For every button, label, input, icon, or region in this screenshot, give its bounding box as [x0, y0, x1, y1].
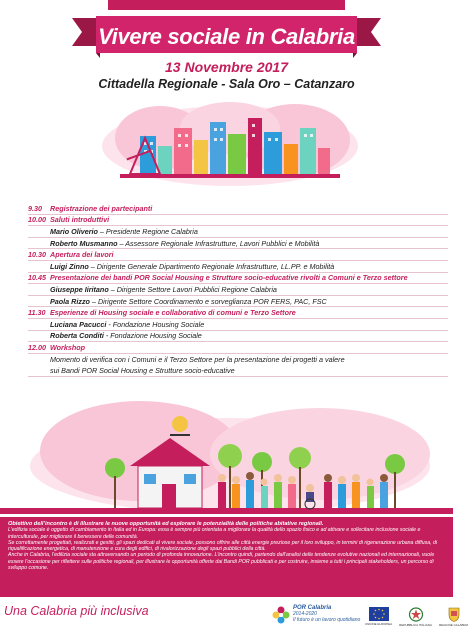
eu-caption: UNIONE EUROPEA — [365, 622, 393, 626]
program-row — [28, 284, 448, 296]
por-motto: Il futuro è un lavoro quotidiano — [293, 616, 361, 623]
regione-logo — [439, 607, 468, 627]
program-heading: Presentazione dei bandi POR Social Housing e Strutture socio-educative rivolti a Comuni e Terzo settore — [50, 273, 408, 283]
community-illustration — [0, 396, 453, 514]
program-description: sui Bandi POR Social Housing e Strutture socio-educative — [50, 366, 235, 376]
program-heading: Apertura dei lavori — [50, 250, 114, 260]
program-row — [28, 319, 448, 331]
eu-flag-icon — [369, 607, 389, 621]
por-calabria-logo — [272, 606, 360, 624]
program-speaker — [50, 227, 448, 236]
speaker-name: Giuseppe Iiritano — [50, 284, 109, 294]
program-row — [28, 249, 448, 261]
page-title: Vivere sociale in Calabria — [98, 24, 355, 49]
program-row — [28, 203, 448, 215]
program-row — [28, 296, 448, 308]
eu-logo — [365, 607, 392, 626]
program-speaker — [50, 297, 448, 306]
speaker-name: Mario Oliverio — [50, 226, 98, 236]
program-row — [28, 215, 448, 227]
program-speaker — [50, 320, 448, 329]
program-row — [28, 331, 448, 343]
speaker-role: – Dirigente Settore Lavori Pubblici Regione Calabria — [108, 284, 277, 294]
info-lead: Obiettivo dell’incontro è di illustrare le nuove opportunità ed esplorare le potenzialità delle politiche abitative regionali. — [8, 521, 324, 527]
program-row — [28, 226, 448, 238]
program-row — [28, 307, 448, 319]
regione-caption: REGIONE CALABRIA — [438, 623, 468, 627]
program-heading: Registrazione dei partecipanti — [50, 203, 153, 213]
por-title: POR Calabria — [293, 605, 332, 612]
program-speaker — [50, 239, 448, 248]
program-description: Momento di verifica con i Comuni e il Terzo Settore per la presentazione dei progetti a valere — [50, 355, 345, 365]
footer-slogan: Una Calabria più inclusiva — [4, 604, 149, 618]
speaker-name: Paola Rizzo — [50, 296, 90, 306]
info-paragraph: Se correttamente progettati, realizzati e gestiti, gli spazi dedicati al vivere sociale, possono offrire alle città energie preziose per il loro sviluppo, in termini di rigenerazione urbana diffusa, di riqualificazione energetica, di manutenzione e cura degli edifici, di rivalorizzazione degli spazi pubblici della città. — [8, 539, 438, 553]
program-time: 10.00 — [28, 215, 46, 225]
speaker-name: Luigi Zinno — [50, 261, 89, 271]
info-box — [0, 517, 453, 597]
program-time: 10.30 — [28, 250, 46, 260]
event-date: 13 Novembre 2017 — [165, 59, 288, 75]
program-row — [28, 354, 448, 366]
speaker-role: – Presidente Regione Calabria — [97, 226, 198, 236]
institution-logos — [365, 607, 468, 627]
program-time: 12.00 — [28, 342, 46, 352]
info-paragraph: L’edilizia sociale è oggetto di cambiamento in Italia ed in Europa: essa è sempre più orientata a migliorare la qualità dello spazio fisico e ad attivare e sollecitare inclusione sociale e interculturale, per migliorare il benessere delle comunità. — [8, 527, 421, 540]
program-time: 10.45 — [28, 273, 46, 283]
program-speaker — [50, 331, 448, 340]
program-time: 9.30 — [28, 203, 42, 213]
city-illustration — [100, 98, 360, 188]
program-speaker — [50, 285, 448, 294]
por-flower-icon — [272, 606, 290, 624]
event-venue: Cittadella Regionale - Sala Oro – Catanzaro — [98, 77, 355, 91]
republic-emblem-icon — [409, 607, 423, 622]
info-paragraph: Anche in Calabria, l’edilizia sociale sta attraversando un periodo di profonda innovazione. L’incontro quindi, partendo dall’analisi delle tendenze evolutive nazionali ed internazionali, vuole essere l’occasione per riflettere sulle politiche regionali, per illustrare le opportunità offerte dai Bandi POR pubblicati e per costruire, insieme a tutti i principali stakeholders, un percorso di sviluppo comune. — [8, 552, 435, 572]
program-speaker — [50, 262, 448, 271]
speaker-role: – Dirigente Settore Coordinamento e sorveglianza POR FERS, PAC, FSC — [89, 296, 327, 306]
program-heading: Saluti introduttivi — [50, 215, 110, 225]
program-row — [28, 261, 448, 273]
speaker-name: Luciana Pacucci — [50, 319, 107, 329]
republic-logo — [399, 607, 432, 627]
program-row — [28, 238, 448, 250]
program-list — [28, 203, 448, 377]
speaker-role: - Fondazione Housing Sociale — [106, 319, 205, 329]
speaker-role: - Fondazione Housing Sociale — [103, 331, 202, 341]
speaker-name: Roberto Musmanno — [50, 238, 118, 248]
speaker-name: Roberta Conditi — [50, 331, 104, 341]
speaker-role: – Dirigente Generale Dipartimento Regionale Infrastrutture, LL.PP. e Mobilità — [88, 261, 335, 271]
program-row — [28, 342, 448, 354]
por-years: 2014-2020 — [293, 611, 317, 618]
republic-caption: REPUBBLICA ITALIANA — [399, 623, 432, 627]
speaker-role: – Assessore Regionale Infrastrutture, Lavori Pubblici e Mobilità — [117, 238, 320, 248]
program-row — [28, 365, 448, 377]
program-row — [28, 273, 448, 285]
program-heading: Workshop — [50, 342, 86, 352]
program-heading: Esperienze di Housing sociale e collaborativo di comuni e Terzo Settore — [50, 308, 296, 318]
program-time: 11.30 — [28, 308, 46, 318]
regione-shield-icon — [448, 607, 460, 622]
